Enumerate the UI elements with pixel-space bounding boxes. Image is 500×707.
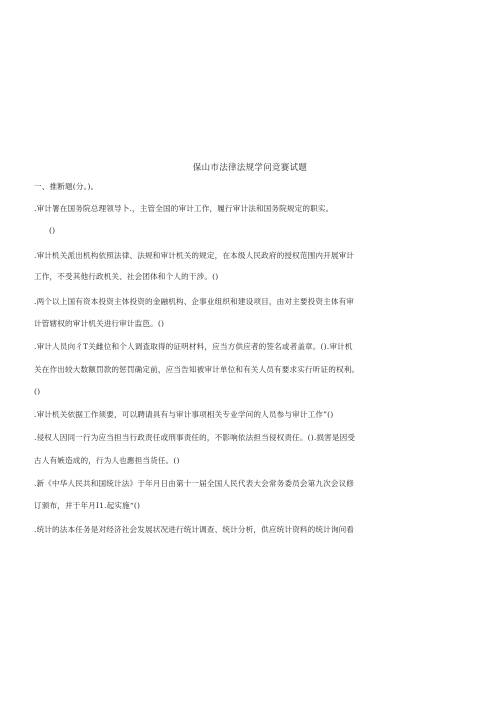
text-line: .两个以上国有资本投资主体投资的金融机构、企事业组织和建设项目，由对主要投资主体有审 bbox=[34, 297, 355, 306]
text-line: .审计机关依据工作须要，可以聘请具有与审计事项相关专业学问的人员参与审计工作”() bbox=[34, 410, 334, 419]
document-title: 保山市法律法规学问竞赛试题 bbox=[192, 163, 308, 173]
text-line: 订颁布，并于年月I1.起实施“() bbox=[34, 501, 141, 510]
text-line: 工作，不受其他行政机关、社会团体和个人的干涉。() bbox=[34, 272, 219, 281]
text-line: .审计人员向彳T关雌位和个人调査取得的证明材料，应当方供应者的签名或者盖章。().审计机 bbox=[34, 342, 353, 351]
text-line: .统计的法本任务是对经济社会发展状况进行统计调查、统计分析，供应统计资料的统计询问看 bbox=[34, 525, 355, 534]
text-line: 计管辖权的审计机关进行审计监笆。() bbox=[34, 319, 165, 328]
text-line: .审计署在国务院总理领导卜.，主管全国的审计工作，履行审计法和国务院规定的职实。 bbox=[34, 204, 334, 213]
text-line: 关在作出较大数额罚款的惩罚确定前，应当告知被审计单位和有关人员有要求实行听证的权利。 bbox=[34, 365, 360, 374]
text-line: .新《中华人民共和国统计法》于年月日由第十一届全国人民代表大会常务委员会第九次会议修 bbox=[34, 479, 355, 488]
section-heading: 一、推断题(分。)。 bbox=[34, 182, 99, 191]
text-line: 古人有嫉造成的，行为人也應担当货任。() bbox=[34, 456, 180, 465]
text-line: () bbox=[34, 387, 41, 396]
text-line: .侵权人因同一行为应当担当行政责任或刑事责任的，不影响依法担当侵权责任。().损害是因受 bbox=[34, 433, 356, 442]
text-line: .审计机关派出机构依照法律、法规和审计机关的规定，在本级人民政府的授权范围内开展审计 bbox=[34, 251, 355, 260]
text-line: () bbox=[49, 226, 56, 235]
